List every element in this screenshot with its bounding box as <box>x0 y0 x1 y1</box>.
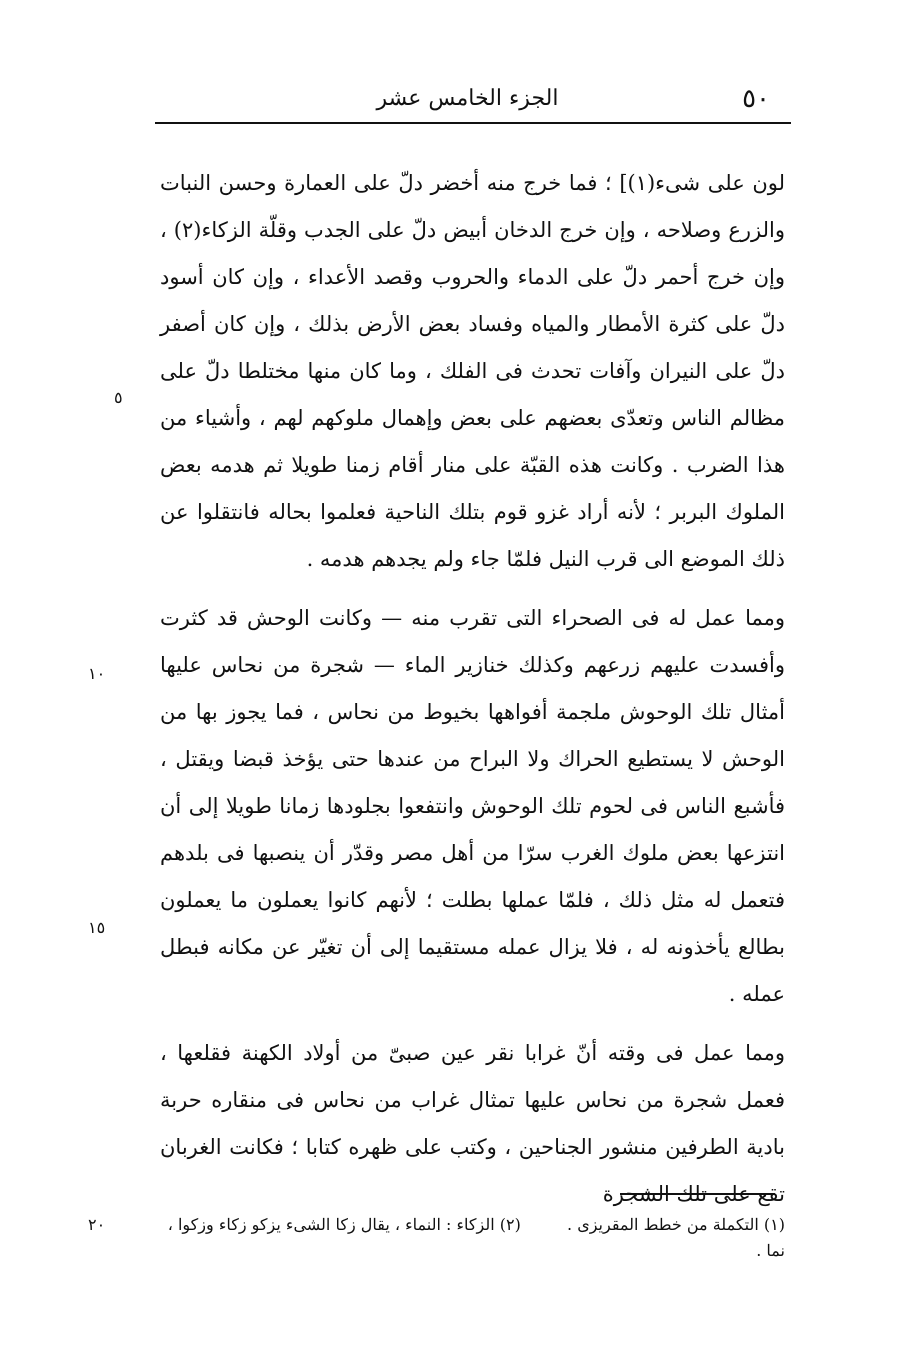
running-header <box>155 84 780 118</box>
running-title: الجزء الخامس عشر <box>376 86 559 111</box>
footnote-1: (١) التكملة من خطط المقريزى . <box>567 1215 785 1234</box>
page-number: ٥٠ <box>742 84 770 114</box>
footnotes <box>145 1212 785 1264</box>
line-number-marker: ١٠ <box>88 664 106 683</box>
paragraph: ومما عمل فى وقته أنّ غرابا نقر عين صبىّ من أولاد الكهنة فقلعها ، فعمل شجرة من نحاس عليها تمثال غراب من نحاس فى منقاره حربة بادية الطرفين منشور الجناحين ، وكتب على ظهره كتابا ؛ فكانت الغربان تقع على تلك الشجرة <box>160 1041 785 1206</box>
paragraph: ومما عمل له فى الصحراء التى تقرب منه — وكانت الوحش قد كثرت وأفسدت عليهم زرعهم وكذلك خنازير الماء — شجرة من نحاس عليها أمثال تلك الوحوش ملجمة أفواهها بخيوط من نحاس ، فما يجوز بها من الوحش لا يستطيع الحراك ولا البراح من عندها حتى يؤخذ قبضا ويقتل ، فأشبع الناس فى لحوم تلك الوحوش وانتفعوا بجلودها زمانا طويلا إلى أن انتزعها بعض ملوك الغرب سرّا من أهل مصر وقدّر أن ينصبها فى بلدهم فتعمل له مثل ذلك ، فلمّا عملها بطلت ؛ لأنهم كانوا يعملون ما يعملون بطالع يأخذونه له ، فلا يزال عمله مستقيما إلى أن تغيّر عن مكانه فبطل عمله . <box>160 606 785 1006</box>
line-number-marker: ٢٠ <box>88 1215 106 1234</box>
line-number-marker: ٥ <box>114 388 123 407</box>
footnote-rule <box>620 1193 775 1195</box>
main-text <box>160 160 785 1218</box>
paragraph: لون على شىء(١)] ؛ فما خرج منه أخضر دلّ على العمارة وحسن النبات والزرع وصلاحه ، وإن خرج الدخان أبيض دلّ على الجدب وقلّة الزكاء(٢) ، وإن خرج أحمر دلّ على الدماء والحروب وقصد الأعداء ، وإن كان أسود دلّ على كثرة الأمطار والمياه وفساد بعض الأرض بذلك ، وإن كان أصفر دلّ على النيران وآفات تحدث فى الفلك ، وما كان منها مختلطا دلّ على مظالم الناس وتعدّى بعضهم على بعض وإهمال ملوكهم لهم ، وأشياء من هذا الضرب . وكانت هذه القبّة على منار أقام زمنا طويلا ثم هدمه بعض الملوك البربر ؛ لأنه أراد غزو قوم بتلك الناحية فعلموا بحاله فانتقلوا عن ذلك الموضع الى قرب النيل فلمّا جاء ولم يجدهم هدمه . <box>160 171 785 571</box>
footnote-2: (٢) الزكاء : النماء ، يقال زكا الشىء يزكو زكاء وزكوا ، نما . <box>167 1215 785 1260</box>
header-rule <box>155 122 791 124</box>
line-number-marker: ١٥ <box>88 918 106 937</box>
